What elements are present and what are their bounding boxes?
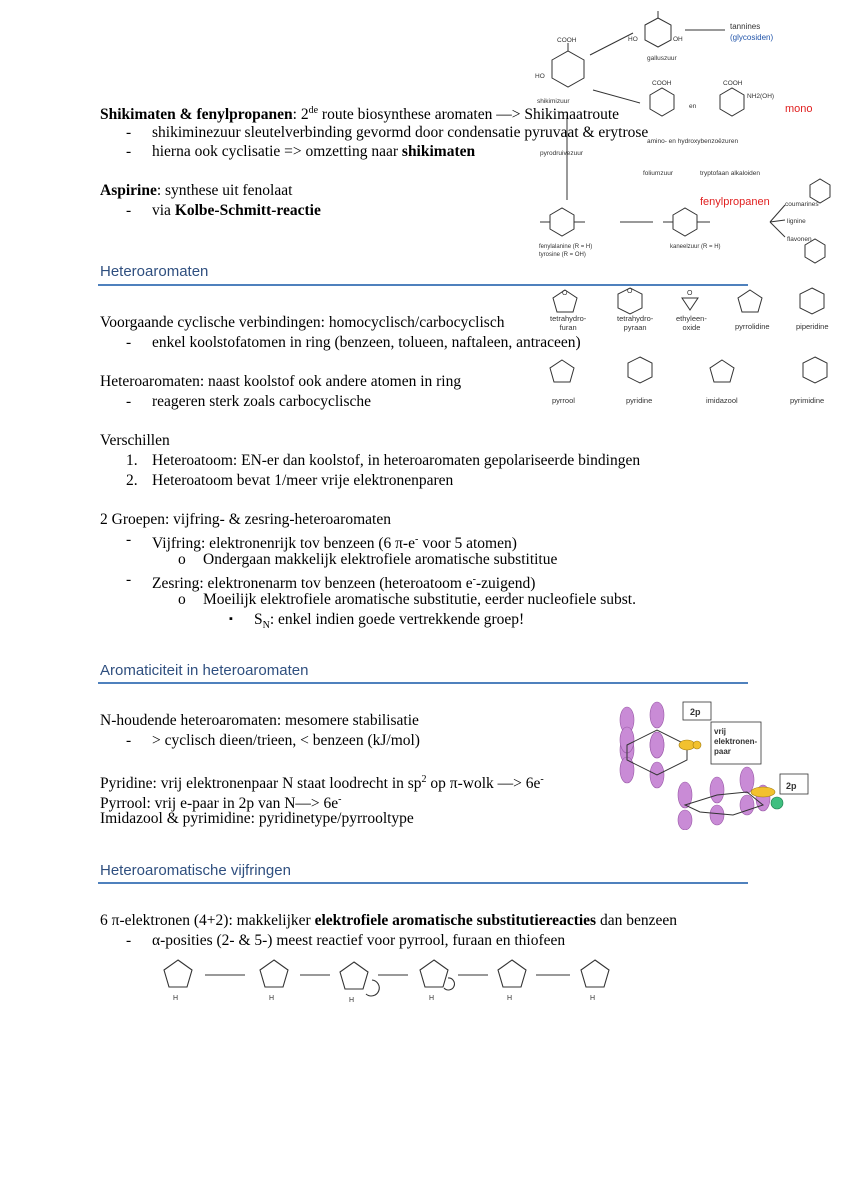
fig-fenylpropanen: fenylpropanen — [700, 196, 770, 208]
svg-text:O: O — [562, 290, 568, 297]
sec3-l1 — [100, 911, 677, 930]
svg-text:H: H — [173, 995, 179, 1002]
sec3-l1b: α-posities (2- & 5-) meest reactief voor pyrrool, furaan en thiofeen — [152, 932, 566, 949]
aspirine-bold: Aspirine — [100, 182, 157, 199]
heading-rule — [98, 682, 748, 684]
aspirine-b1 — [152, 201, 321, 220]
shikimate-title-sup: de — [308, 105, 319, 116]
shikimate-b2 — [152, 142, 475, 161]
svg-text:H: H — [269, 995, 275, 1002]
bullet-dash: - — [126, 334, 132, 351]
sec1-z1s — [254, 610, 524, 635]
sec1-l4: 2 Groepen: vijfring- & zesring-heteroaromaten — [100, 511, 391, 528]
bullet-dash: - — [126, 393, 132, 410]
fig-oh-1: OH — [673, 36, 683, 43]
orbital-label-vrij: vrij elektronen- paar — [714, 727, 758, 756]
sec1-n1: Heteroatoom: EN-er dan koolstof, in heteroaromaten gepolariseerde bindingen — [152, 452, 641, 469]
sec2-l3-text: Pyrrool: vrij e-paar in 2p van N—> 6e — [100, 795, 339, 813]
bullet-dash: - — [126, 202, 132, 219]
sec1-l3: Verschillen — [100, 432, 170, 449]
label-tetrahydropyraan: tetrahydro- pyraan — [617, 314, 654, 332]
resonance-figure — [150, 950, 620, 1005]
bullet-dash: - — [126, 571, 132, 588]
fig-flavonen: flavonen — [787, 236, 812, 243]
shikimate-title-post: route biosynthese aromaten —> Shikimaatroute — [318, 106, 620, 124]
sec1-v1-b: voor 5 atomen) — [418, 535, 517, 553]
bullet-o: o — [178, 551, 186, 568]
heading-vijfringen: Heteroaromatische vijfringen — [100, 862, 291, 879]
sec1-l2b: reageren sterk zoals carbocyclische — [152, 393, 372, 410]
fig-nh2: NH2(OH) — [747, 93, 775, 100]
fig-foliumzuur: foliumzuur — [643, 170, 673, 177]
fig-galluszuur: galluszuur — [647, 55, 677, 62]
fig-amino: amino- en hydroxybenzoëzuren — [647, 138, 739, 145]
fig-en: en — [689, 103, 697, 110]
fig-kaneelzuur: kaneelzuur (R = H) — [670, 244, 721, 250]
label-piperidine: piperidine — [796, 322, 829, 331]
num-1: 1. — [126, 452, 138, 469]
aspirine-line — [100, 181, 292, 200]
sec1-z1o: Moeilijk elektrofiele aromatische substitutie, eerder nucleofiele subst. — [203, 591, 636, 608]
num-2: 2. — [126, 472, 138, 489]
label-tetrahydrofuran: tetrahydro- furan — [550, 314, 587, 332]
svg-text:O: O — [627, 288, 633, 295]
svg-text:O: O — [687, 290, 693, 297]
shikimate-title: Shikimaten & fenylpropanen — [100, 106, 293, 124]
shikimate-b2-pre: hierna ook cyclisatie => omzetting naar — [152, 143, 402, 160]
fig-pyrodruivezuur: pyrodruivezuur — [540, 150, 583, 157]
sec1-v1o: Ondergaan makkelijk elektrofiele aromatische substititue — [203, 551, 558, 568]
sec3-l1-post: dan benzeen — [596, 912, 677, 929]
sec1-l1: Voorgaande cyclische verbindingen: homocyclisch/carbocyclisch — [100, 314, 505, 331]
fig-ho-2: HO — [628, 36, 638, 43]
fig-mono: mono — [785, 103, 813, 115]
sup-minus: - — [472, 574, 476, 585]
sec2-l2-sup: 2 — [421, 774, 427, 785]
sup-minus: - — [338, 794, 342, 805]
bullet-dash: - — [126, 124, 132, 141]
svg-text:H: H — [349, 997, 355, 1004]
aspirine-rest: : synthese uit fenolaat — [156, 182, 293, 199]
fig-cooh-2: COOH — [652, 80, 672, 87]
sec2-l1b: > cyclisch dieen/trieen, < benzeen (kJ/mol) — [152, 732, 420, 749]
label-pyridine: pyridine — [626, 396, 653, 405]
fig-ho-1: HO — [535, 73, 545, 80]
label-ethyleenoxide: ethyleen- oxide — [676, 314, 707, 332]
fig-lignine: lignine — [787, 218, 806, 225]
bullet-dash: - — [126, 531, 132, 548]
shikimate-b2-bold: shikimaten — [401, 143, 476, 160]
sec3-l1-bold: elektrofiele aromatische substitutiereacties — [314, 912, 597, 929]
fig-tannines: tannines — [730, 22, 761, 31]
shikimate-b1: shikiminezuur sleutelverbinding gevormd door condensatie pyruvaat & erytrose — [152, 124, 649, 141]
aspirine-b1-bold: Kolbe-Schmitt-reactie — [174, 202, 321, 219]
bullet-square: ▪ — [229, 613, 233, 625]
sec1-z1s-sub: N — [262, 620, 270, 632]
sec1-z1-a: Zesring: elektronenarm tov benzeen (heteroatoom e — [152, 575, 473, 593]
label-pyrrolidine: pyrrolidine — [735, 322, 770, 331]
bullet-o: o — [178, 591, 186, 608]
shikimate-title-pre: : 2 — [292, 106, 309, 124]
aspirine-b1-pre: via — [152, 202, 175, 219]
fig-coumarines: coumarines — [785, 201, 819, 208]
bullet-dash: - — [126, 932, 132, 949]
sec3-l1-pre: 6 π-elektronen (4+2): makkelijker — [100, 912, 315, 929]
bullet-dash: - — [126, 143, 132, 160]
heading-heteroaromaten: Heteroaromaten — [100, 263, 209, 280]
sec1-z1s-post: : enkel indien goede vertrekkende groep! — [269, 611, 525, 628]
sec1-l1b: enkel koolstofatomen in ring (benzeen, tolueen, naftaleen, antraceen) — [152, 334, 581, 351]
label-pyrimidine: pyrimidine — [790, 396, 825, 405]
fig-glycosiden: (glycosiden) — [730, 33, 774, 42]
sec2-l1: N-houdende heteroaromaten: mesomere stabilisatie — [100, 712, 419, 729]
svg-text:H: H — [507, 995, 513, 1002]
sup-minus: - — [540, 774, 544, 785]
orbital-figure — [605, 700, 820, 830]
sec1-n2: Heteroatoom bevat 1/meer vrije elektronenparen — [152, 472, 454, 489]
fig-cooh-3: COOH — [723, 80, 743, 87]
fig-cooh-1: COOH — [557, 37, 577, 44]
label-pyrrool: pyrrool — [552, 396, 575, 405]
sup-minus: - — [414, 534, 419, 545]
sec1-z1s-pre: S — [254, 611, 263, 628]
sec2-l4: Imidazool & pyrimidine: pyridinetype/pyrrooltype — [100, 810, 414, 827]
svg-text:H: H — [590, 995, 596, 1002]
fig-tryptofaan: tryptofaan alkaloiden — [700, 170, 760, 177]
aromatic-heterocycles-figure — [540, 352, 846, 397]
sec1-l2: Heteroaromaten: naast koolstof ook andere atomen in ring — [100, 373, 462, 390]
bullet-dash: - — [126, 732, 132, 749]
label-imidazool: imidazool — [706, 396, 738, 405]
fig-shikimizuur: shikimizuur — [537, 98, 570, 105]
orbital-label-2p-a: 2p — [690, 707, 701, 717]
fig-fenylalanine: fenylalanine (R = H) — [539, 244, 593, 250]
orbital-label-2p-b: 2p — [786, 781, 797, 791]
sec2-l2-pre: Pyridine: vrij elektronenpaar N staat loodrecht in sp — [100, 775, 422, 793]
sec2-l2-post: op π-wolk —> 6e — [426, 775, 541, 793]
shikimate-title-line — [100, 101, 619, 124]
sec1-v1-a: Vijfring: elektronenrijk tov benzeen (6 π-e — [152, 535, 415, 553]
heading-aromaticiteit: Aromaticiteit in heteroaromaten — [100, 662, 309, 679]
heading-rule — [98, 882, 748, 884]
sec1-z1-b: -zuigend) — [475, 575, 536, 593]
svg-text:H: H — [429, 995, 435, 1002]
fig-tyrosine: tyrosine (R = OH) — [539, 252, 586, 258]
